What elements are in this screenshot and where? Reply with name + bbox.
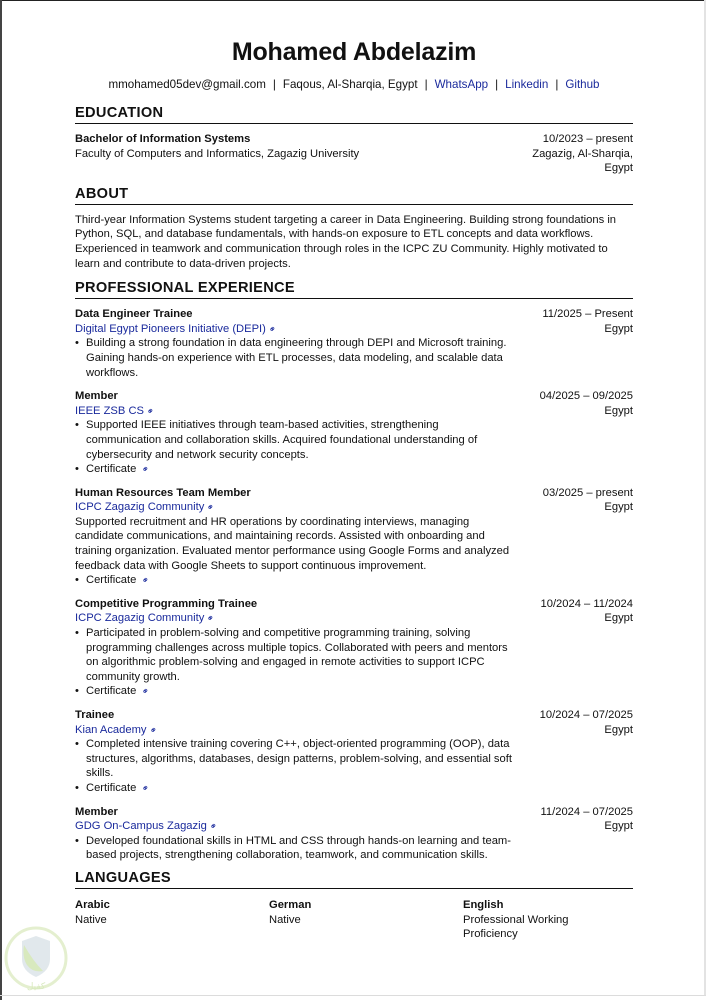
about-text: Third-year Information Systems student targeting a career in Data Engineering. Building strong foundations in Python, SQL, and database fundamentals, with hands-on exposure to ETL concepts and data workflows. Experienced in teamwork and communication through roles in the ICPC ZU Community. Highly motivated to learn and contribute to data-driven projects.: [75, 213, 617, 270]
certificate-label: Certificate: [86, 463, 137, 476]
email-text: mmohamed05dev@gmail.com: [108, 78, 266, 91]
experience-bullets: [75, 418, 515, 476]
education-location: Zagazig, Al-Sharqia,: [532, 147, 633, 160]
job-title: Member: [75, 805, 118, 818]
experience-location: Egypt: [604, 501, 633, 514]
separator: |: [495, 78, 499, 91]
certificate-link-icon[interactable]: ⚭: [139, 781, 153, 795]
experience-bullet: • Completed intensive training covering C++, object-oriented programming (OOP), data structures, algorithms, databases, design patterns, problem-solving, and essential soft skills.: [75, 737, 515, 781]
experience-bullets: [75, 737, 515, 795]
organization-link[interactable]: GDG On-Campus Zagazig: [75, 820, 207, 833]
language-item: [463, 898, 613, 942]
certificate-link-icon[interactable]: ⚭: [139, 685, 153, 698]
experience-heading: PROFESSIONAL EXPERIENCE: [75, 280, 633, 299]
experience-location: Egypt: [604, 322, 633, 335]
separator: |: [272, 78, 276, 91]
contact-line: [75, 77, 633, 92]
link-chain-icon[interactable]: ⚭: [146, 723, 160, 736]
page-border-bottom: [0, 995, 706, 996]
experience-location: Egypt: [604, 612, 633, 625]
link-chain-icon[interactable]: ⚭: [144, 404, 157, 418]
whatsapp-link[interactable]: WhatsApp: [434, 78, 489, 91]
degree-title: Bachelor of Information Systems: [75, 133, 251, 145]
shield-leaf-logo-icon: [3, 925, 69, 995]
experience-entry: [75, 307, 633, 380]
watermark-text: كفيل: [26, 982, 46, 992]
organization-link[interactable]: IEEE ZSB CS: [75, 404, 145, 417]
languages-grid: [75, 898, 633, 942]
language-name: Arabic: [75, 898, 110, 911]
education-entry: [75, 132, 633, 176]
watermark-logo: [3, 925, 69, 995]
organization-link[interactable]: ICPC Zagazig Community: [75, 612, 205, 625]
experience-dates: 04/2025 – 09/2025: [539, 390, 633, 403]
location-text: Faqous, Al-Sharqia, Egypt: [282, 78, 418, 91]
experience-dates: 11/2025 – Present: [542, 308, 633, 321]
certificate-item: [75, 573, 515, 588]
experience-bullet: • Participated in problem-solving and competitive programming training, solving programming challenges across multiple topics. Collaborated with peers and mentors on algorithmic problem-solving and engaged in remote activities to support ICPC community growth.: [75, 626, 515, 684]
experience-bullets: [75, 834, 515, 863]
language-name: English: [463, 898, 504, 911]
languages-heading: LANGUAGES: [75, 870, 633, 889]
organization-link[interactable]: Digital Egypt Pioneers Initiative (DEPI): [75, 322, 266, 335]
experience-bullet: • Developed foundational skills in HTML and CSS through hands-on learning and team-based projects, strengthening collaboration, teamwork, and communication skills.: [75, 834, 515, 863]
link-chain-icon[interactable]: ⚭: [204, 501, 218, 514]
experience-location: Egypt: [604, 404, 633, 417]
experience-entry: [75, 389, 633, 477]
job-title: Human Resources Team Member: [75, 486, 251, 499]
experience-dates: 03/2025 – present: [542, 486, 633, 499]
link-chain-icon[interactable]: ⚭: [207, 820, 220, 833]
experience-location: Egypt: [604, 820, 633, 833]
job-title: Member: [75, 390, 118, 403]
organization-link[interactable]: Kian Academy: [75, 723, 147, 736]
link-chain-icon[interactable]: ⚭: [204, 612, 218, 625]
education-dates: 10/2023 – present: [542, 133, 633, 145]
language-name: German: [269, 898, 312, 911]
certificate-label: Certificate: [86, 685, 137, 698]
separator: |: [555, 78, 559, 91]
linkedin-link[interactable]: Linkedin: [505, 78, 549, 91]
language-item: [269, 898, 463, 942]
language-level: Native: [269, 913, 301, 926]
experience-location: Egypt: [604, 723, 633, 736]
job-title: Competitive Programming Trainee: [75, 597, 258, 610]
certificate-label: Certificate: [86, 574, 137, 587]
language-item: [75, 898, 269, 942]
experience-dates: 11/2024 – 07/2025: [540, 805, 633, 818]
about-heading: ABOUT: [75, 186, 633, 205]
experience-dates: 10/2024 – 11/2024: [540, 597, 633, 610]
certificate-item: [75, 462, 515, 477]
certificate-link-icon[interactable]: ⚭: [139, 574, 153, 587]
page-border-top: [0, 0, 706, 1]
certificate-item: [75, 684, 515, 699]
certificate-link-icon[interactable]: ⚭: [139, 462, 153, 476]
job-title: Trainee: [75, 709, 115, 721]
experience-bullets: [75, 573, 515, 588]
experience-entry: [75, 597, 633, 699]
certificate-item: [75, 781, 515, 796]
github-link[interactable]: Github: [565, 78, 600, 91]
experience-bullets: [75, 336, 515, 380]
experience-bullet: • Building a strong foundation in data engineering through DEPI and Microsoft training. Gaining hands-on experience with ETL processes, data modeling, and scalable data workflows.: [75, 336, 515, 380]
education-location-country: Egypt: [604, 162, 633, 175]
experience-bullet: • Supported IEEE initiatives through team-based activities, strengthening communication and collaboration skills. Acquired foundational understanding of cybersecurity and network security concepts.: [75, 418, 515, 462]
experience-entry: [75, 805, 633, 863]
page-border-left: [0, 0, 2, 1000]
job-title: Data Engineer Trainee: [75, 308, 193, 321]
link-chain-icon[interactable]: ⚭: [266, 322, 279, 336]
separator: |: [424, 78, 428, 91]
experience-bullets: [75, 626, 515, 699]
language-level: Professional Working Proficiency: [463, 913, 569, 941]
candidate-name: Mohamed Abdelazim: [231, 38, 477, 66]
experience-list: [75, 307, 633, 863]
language-level: Native: [75, 913, 107, 926]
experience-dates: 10/2024 – 07/2025: [539, 709, 633, 721]
experience-entry: [75, 708, 633, 796]
organization-link[interactable]: ICPC Zagazig Community: [75, 501, 205, 514]
experience-entry: [75, 486, 633, 588]
institution-name: Faculty of Computers and Informatics, Zagazig University: [75, 147, 360, 160]
resume-page: [75, 36, 633, 942]
experience-description: Supported recruitment and HR operations by coordinating interviews, managing candidate communications, and maintaining records. Assisted with onboarding and training organization. Evaluated mentor performance using Google Forms and analyzed feedback data with Google Sheets to support continuous improvement.: [75, 515, 510, 572]
education-heading: EDUCATION: [75, 105, 633, 124]
certificate-label: Certificate: [86, 781, 137, 794]
